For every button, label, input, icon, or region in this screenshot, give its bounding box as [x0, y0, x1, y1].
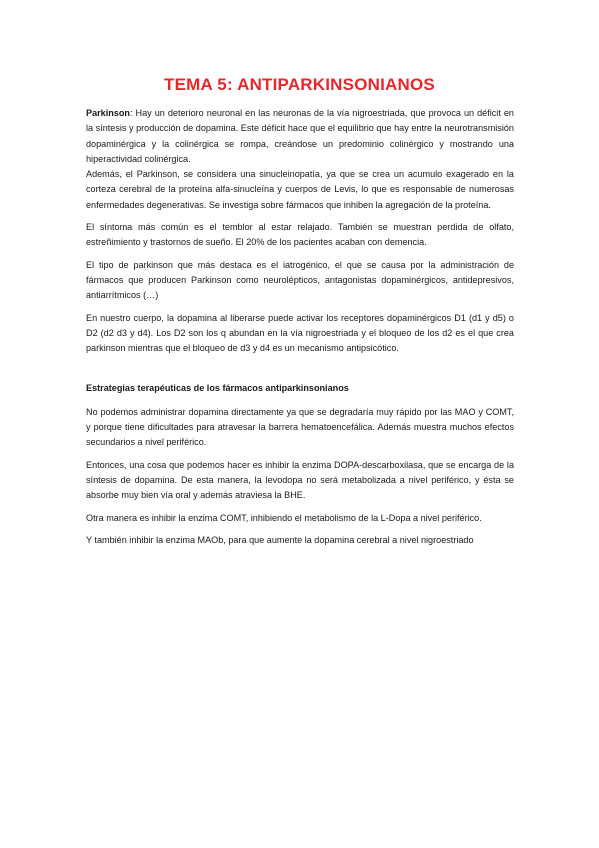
paragraph-receptores: En nuestro cuerpo, la dopamina al liberarse puede activar los receptores dopaminérgicos D1 (d1 y d5) o D2 (d2 d3 y d4). Los D2 son los q abundan en la vía nigroestriada y el bloqueo de los d2 es el que crea parkinson mientras que el bloqueo de d3 y d4 es un mecanismo antipsicótico. [86, 312, 514, 354]
paragraph-sintomas: El síntoma más común es el temblor al estar relajado. También se muestran perdida de olfato, estreñimiento y trastornos de sueño. El 20% de los pacientes acaban con demencia. [86, 222, 514, 248]
paragraph-sinucleinopatia: Además, el Parkinson, se considera una sinucleinopatía, ya que se crea un acumulo exagerado en la corteza cerebral de la proteína alfa-sinucleína y cuerpos de Levis, lo que es responsable de numerosas enfermedades degenerativas. Se investiga sobre fármacos que inhiben la agregación de la proteína. [86, 169, 514, 210]
intro-text: : Hay un deterioro neuronal en las neuronas de la vía nigroestriada, que provoca un déficit en la síntesis y producción de dopamina. Este déficit hace que el equilibrio que hay entre la neurotransmisión dopaminérgica y la colinérgica se rompa, creándose un predominio colinérgico y mostrando una hiperactividad colinérgica. [86, 108, 514, 164]
paragraph-comt: Otra manera es inhibir la enzima COMT, inhibiendo el metabolismo de la L-Dopa a nivel periférico. [86, 512, 482, 523]
intro-term: Parkinson [86, 108, 130, 118]
paragraph-dopa-descarboxilasa: Entonces, una cosa que podemos hacer es inhibir la enzima DOPA-descarboxilasa, que se encarga de la síntesis de dopamina. De esta manera, la levodopa no será metabolizada a nivel periférico, y ésta se absorbe muy bien vía oral y además atraviesa la BHE. [86, 459, 514, 501]
document-title: TEMA 5: ANTIPARKINSONIANOS [164, 75, 435, 94]
paragraph-dopamina-directa: No podemos administrar dopamina directamente ya que se degradaría muy rápido por las MAO y COMT, y porque tiene dificultades para atravesar la barrera hematoencefálica. Además muestra muchos efectos secundarios a nivel periférico. [86, 406, 514, 448]
document-body [86, 106, 514, 555]
intro-paragraph [86, 106, 514, 167]
section-heading: Estrategias terapéuticas de los fármacos antiparkinsonianos [86, 383, 349, 394]
paragraph-iatrogenico: El tipo de parkinson que más destaca es el iatrogénico, el que se causa por la administración de fármacos que producen Parkinson como neurolépticos, antagonistas dopaminérgicos, antidepresivos, antiarrítmicos (…) [86, 259, 514, 301]
paragraph-maob: Y también inhibir la enzima MAOb, para que aumente la dopamina cerebral a nivel nigroestriado [86, 534, 474, 545]
